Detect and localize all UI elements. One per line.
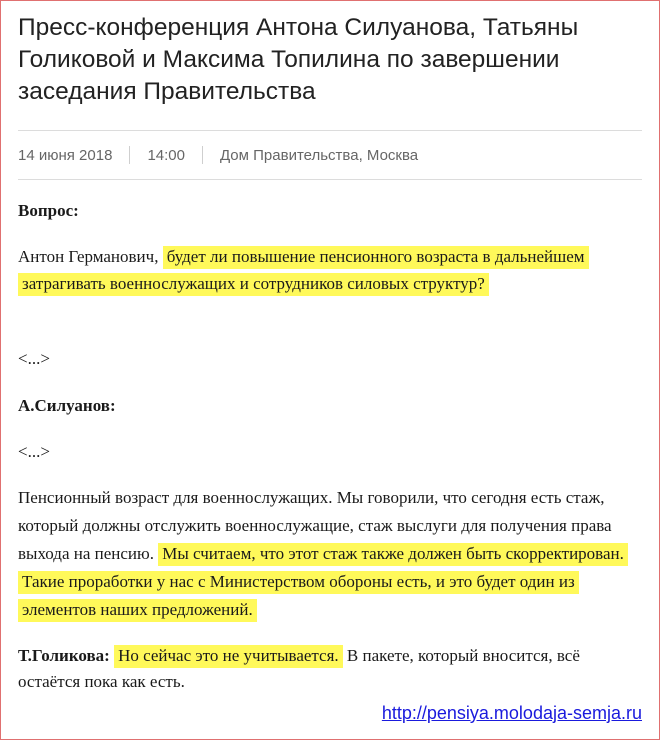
speaker-name-siluanov: А.Силуанов: (18, 396, 116, 415)
article-time: 14:00 (147, 146, 185, 164)
article-date: 14 июня 2018 (18, 146, 113, 164)
article-place: Дом Правительства, Москва (219, 146, 419, 164)
question-plain-text: Антон Германович, (18, 247, 163, 266)
answer-paragraph (18, 484, 638, 624)
speaker-name-golikova: Т.Голикова: (18, 646, 110, 665)
source-link[interactable]: http://pensiya.molodaja-semja.ru (381, 703, 642, 723)
golikova-plain-text: В пакете, который вносится, всё остаётся пока как есть. (18, 646, 580, 691)
meta-divider (202, 146, 203, 164)
question-label (18, 198, 646, 224)
golikova-paragraph (18, 643, 646, 695)
page-title: Пресс-конференция Антона Силуанова, Татьяны Голиковой и Максима Топилина по завершении заседания Правительства (18, 14, 579, 105)
article-meta (18, 130, 642, 180)
meta-divider (129, 146, 130, 164)
answer-highlight: Мы считаем, что этот стаж также должен быть скорректирован. Такие проработки у нас с Министерством обороны есть, и это будет один из элементов наших предложений. (18, 543, 628, 622)
answer-plain-text: Пенсионный возраст для военнослужащих. Мы говорили, что сегодня есть стаж, который должны отслужить военнослужащие, стаж выслуги для получения права выхода на пенсию. (18, 488, 612, 563)
ellipsis-2: <...> (18, 442, 50, 461)
speaker-siluanov (18, 393, 646, 419)
question-heading: Вопрос: (18, 201, 79, 220)
golikova-highlight: Но сейчас это не учитывается. (114, 645, 343, 668)
question-paragraph (18, 243, 618, 297)
ellipsis-1: <...> (18, 349, 50, 368)
question-highlight: будет ли повышение пенсионного возраста в дальнейшем затрагивать военнослужащих и сотрудников силовых структур? (18, 246, 589, 296)
